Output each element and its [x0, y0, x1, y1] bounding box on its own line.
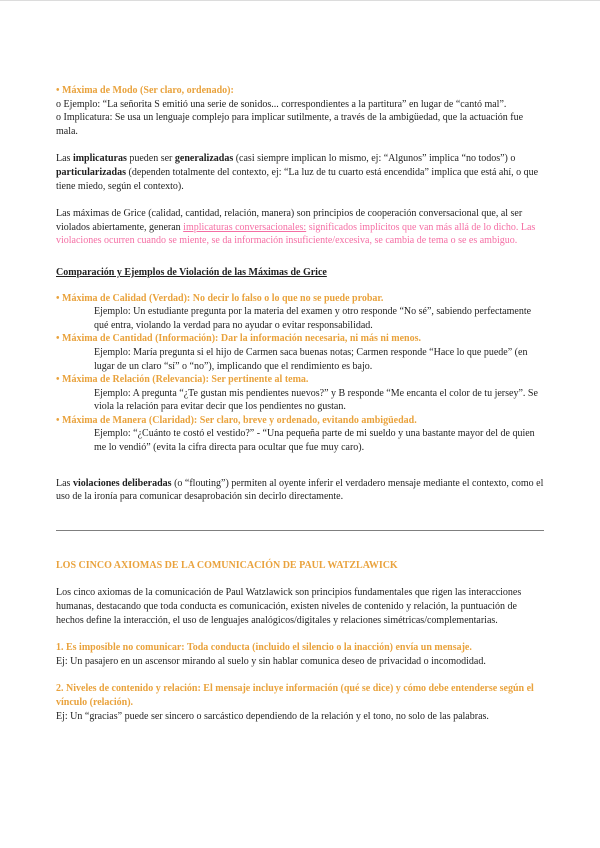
bold-run: implicaturas	[72, 153, 127, 165]
text-run: pueden ser	[126, 153, 175, 165]
grice-summary-paragraph	[56, 207, 544, 248]
maxim-calidad-heading: • Máxima de Calidad (Verdad): No decir lo falso o lo que no se puede probar.	[56, 292, 384, 304]
page-top-edge	[0, 0, 600, 1]
pink-run: significados implícitos que van más allá de lo dicho. Las violaciones ocurren cuando se miente, se da información insuficiente/excesiva, se cambia de tema o se es ambiguo.	[56, 221, 536, 247]
text-run: Las máximas de Grice (calidad, cantidad, relación, manera) son principios de cooperación conversacional que, al ser violados abiertamente, generan	[56, 208, 523, 233]
axiom-2-heading: 2. Niveles de contenido y relación: El mensaje incluye información (qué se dice) y cómo debe entenderse según el vínculo (relación).	[56, 683, 534, 708]
maxima-modo-block	[56, 84, 544, 138]
text-run: Las	[56, 153, 73, 165]
maxim-manera-example: Ejemplo: “¿Cuánto te costó el vestido?” - “Una pequeña parte de mi sueldo y una bastante mayor del de quien me lo vendió” (evita la cifra directa para ocultar que fue muy caro).	[94, 428, 535, 454]
maxim-cantidad-example: Ejemplo: María pregunta si el hijo de Carmen saca buenas notas; Carmen responde “Hace lo que puede” (en lugar de un claro “sí” o “no”), implicando que el rendimiento es bajo.	[94, 346, 528, 372]
maxim-relacion-heading: • Máxima de Relación (Relevancia): Ser pertinente al tema.	[56, 374, 309, 386]
maxims-list	[56, 292, 544, 455]
maxima-modo-heading: • Máxima de Modo (Ser claro, ordenado):	[56, 85, 234, 96]
bold-run: generalizadas	[174, 153, 234, 165]
maxim-manera-heading: • Máxima de Manera (Claridad): Ser claro, breve y ordenado, evitando ambigüedad.	[56, 414, 417, 426]
maxim-calidad-example: Ejemplo: Un estudiante pregunta por la materia del examen y otro responde “No sé”, sabiendo perfectamente qué entra, violando la verdad para no ayudar o evitar responsabilidad.	[94, 306, 532, 331]
text-run: (dependen totalmente del contexto, ej: “La luz de tu cuarto está encendida” implica que está ahí, o que tiene miedo, según el contexto).	[56, 166, 539, 192]
axiom-1-example: Ej: Un pasajero en un ascensor mirando al suelo y sin hablar comunica deseo de privacidad o incomodidad.	[56, 655, 486, 667]
axiom-2-example: Ej: Un “gracias” puede ser sincero o sarcástico dependiendo de la relación y el tono, no solo de las palabras.	[56, 710, 489, 722]
maxim-cantidad-heading: • Máxima de Cantidad (Información): Dar la información necesaria, ni más ni menos.	[56, 333, 421, 345]
comparison-heading: Comparación y Ejemplos de Violación de las Máximas de Grice	[56, 266, 327, 278]
axiom-1-heading: 1. Es imposible no comunicar: Toda conducta (incluido el silencio o la inacción) envía un mensaje.	[56, 642, 472, 654]
text-run: Las	[56, 477, 73, 489]
flouting-paragraph	[56, 477, 544, 504]
text-run: (casi siempre implican lo mismo, ej: “Algunos” implica “no todos”) o	[233, 153, 516, 165]
axiom-1-block	[56, 641, 544, 668]
axioms-intro-paragraph: Los cinco axiomas de la comunicación de Paul Watzlawick son principios fundamentales que rigen las interacciones humanas, destacando que toda conducta es comunicación, existen niveles de contenido y relación, la puntuación de hechos define la interacción, el uso de lenguajes analógicos/digitales y relaciones simétricas/complementarias.	[56, 587, 522, 626]
maxim-relacion-example: Ejemplo: A pregunta “¿Te gustan mis pendientes nuevos?” y B responde “Me encanta el color de tu jersey”. Se viola la relación para evitar decir que los pendientes no gustan.	[94, 387, 538, 413]
axioms-section-heading: LOS CINCO AXIOMAS DE LA COMUNICACIÓN DE PAUL WATZLAWICK	[56, 559, 398, 571]
bold-run: violaciones deliberadas	[72, 477, 172, 489]
bold-run: particularizadas	[56, 166, 126, 178]
implicaturas-paragraph	[56, 152, 544, 193]
maxima-modo-example: o Ejemplo: “La señorita S emitió una serie de sonidos... correspondientes a la partitura” en lugar de “cantó mal”.	[56, 98, 507, 110]
text-run: (o “flouting”) permiten al oyente inferir el verdadero mensaje mediante el contexto, como el uso de la ironía para comunicar desaprobación sin decirlo directamente.	[56, 477, 544, 503]
maxima-modo-implicatura: o Implicatura: Se usa un lenguaje complejo para implicar sutilmente, a través de la ambigüedad, que la actuación fue mala.	[56, 112, 524, 137]
axiom-2-block	[56, 682, 544, 723]
highlighted-term: implicaturas conversacionales:	[183, 221, 307, 233]
section-divider	[56, 530, 544, 531]
